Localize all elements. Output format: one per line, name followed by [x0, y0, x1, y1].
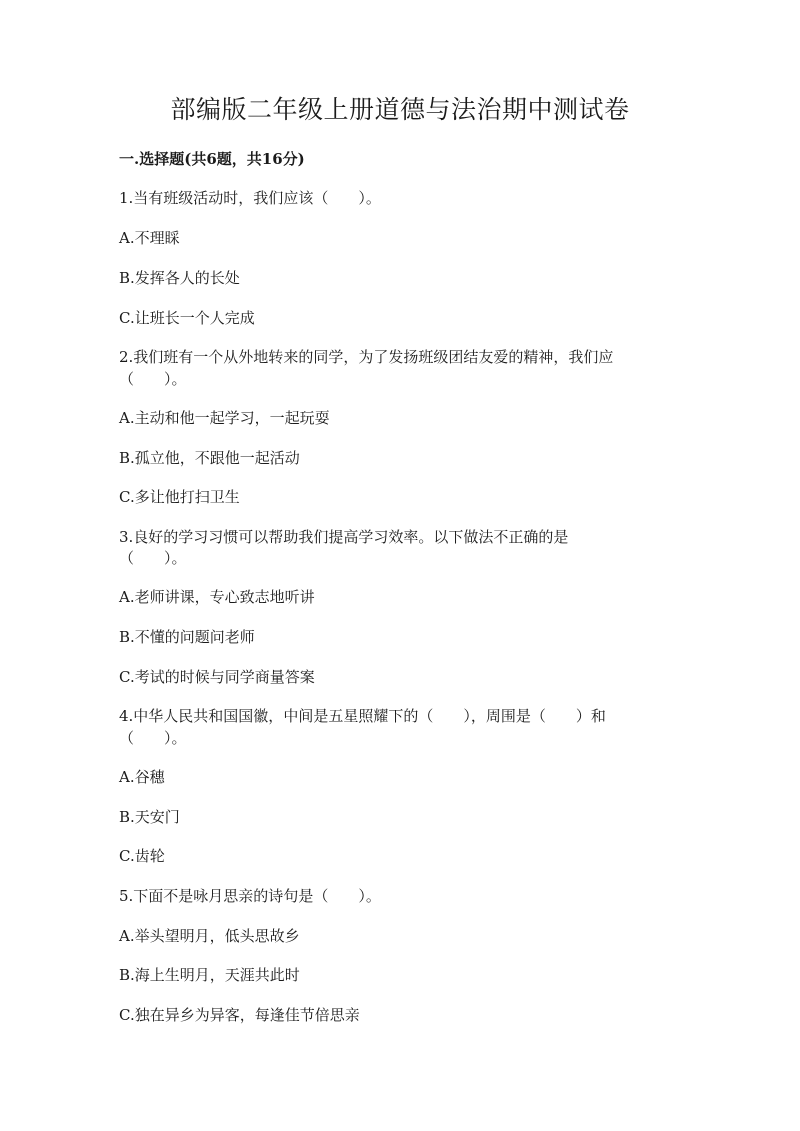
question-4-stem: 4.中华人民共和国国徽，中间是五星照耀下的（ ），周围是（ ）和: [119, 707, 606, 725]
question-5-option-c: C.独在异乡为异客，每逢佳节倍思亲: [119, 1006, 360, 1024]
question-1-option-a: A.不理睬: [119, 229, 180, 247]
question-5-option-a: A.举头望明月，低头思故乡: [119, 927, 300, 945]
question-4-option-b: B.天安门: [119, 808, 180, 826]
question-5-option-b: B.海上生明月，天涯共此时: [119, 966, 300, 984]
question-1-stem: 1.当有班级活动时，我们应该（ ）。: [119, 189, 381, 207]
question-4-option-c: C.齿轮: [119, 847, 165, 865]
question-1-option-b: B.发挥各人的长处: [119, 269, 240, 287]
question-3-stem: 3.良好的学习习惯可以帮助我们提高学习效率。以下做法不正确的是: [119, 528, 569, 546]
question-2-stem-continued: （ ）。: [119, 370, 187, 388]
question-3-option-b: B.不懂的问题问老师: [119, 628, 255, 646]
question-1-option-c: C.让班长一个人完成: [119, 309, 255, 327]
question-3-stem-continued: （ ）。: [119, 549, 187, 567]
question-2-stem: 2.我们班有一个从外地转来的同学，为了发扬班级团结友爱的精神，我们应: [119, 348, 614, 366]
question-4-option-a: A.谷穗: [119, 768, 165, 786]
question-2-option-c: C.多让他打扫卫生: [119, 488, 240, 506]
question-2-option-b: B.孤立他，不跟他一起活动: [119, 449, 300, 467]
section-heading: 一.选择题(共6题，共16分): [119, 150, 305, 168]
question-3-option-c: C.考试的时候与同学商量答案: [119, 668, 315, 686]
question-5-stem: 5.下面不是咏月思亲的诗句是（ ）。: [119, 887, 381, 905]
exam-title: 部编版二年级上册道德与法治期中测试卷: [170, 95, 630, 124]
question-4-stem-continued: （ ）。: [119, 729, 187, 747]
question-3-option-a: A.老师讲课，专心致志地听讲: [119, 588, 315, 606]
question-2-option-a: A.主动和他一起学习，一起玩耍: [119, 409, 330, 427]
